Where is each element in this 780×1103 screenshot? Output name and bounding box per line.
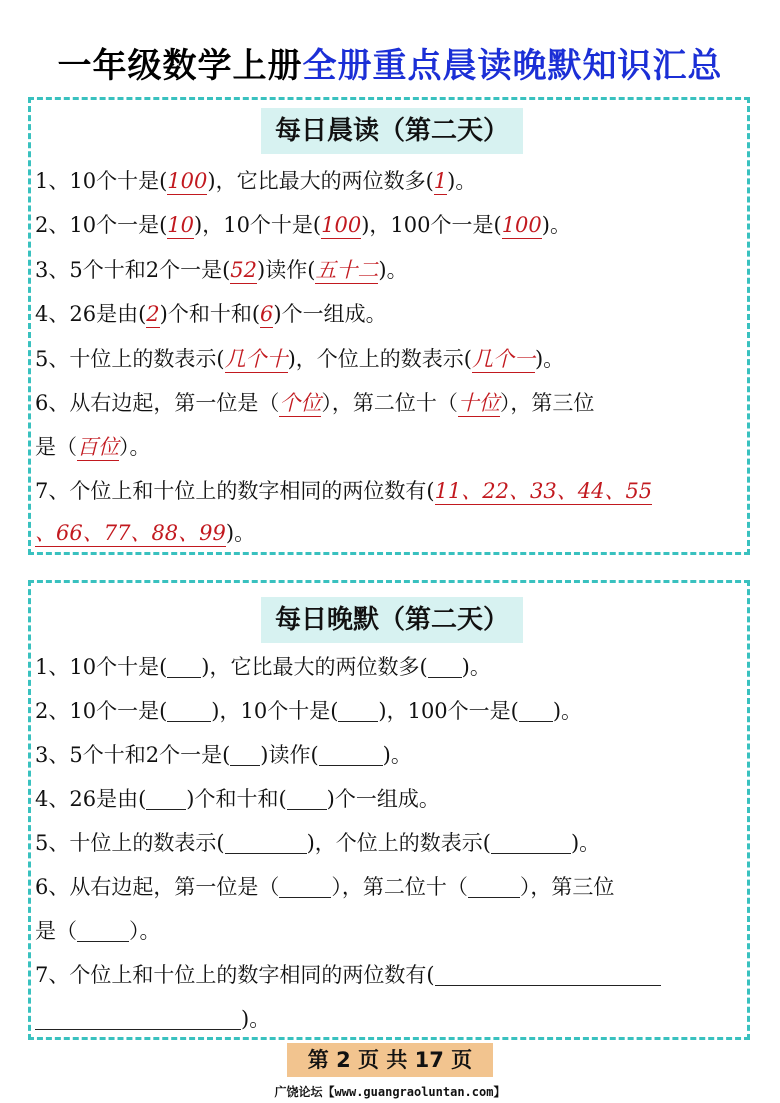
answer: 52: [230, 258, 258, 282]
answer: 十位: [457, 391, 500, 415]
evening-item-7-cont: )。: [35, 1004, 747, 1034]
morning-item-6-cont: 是（百位）。: [35, 435, 151, 459]
title-part-1: 一年级数学上册: [57, 46, 303, 86]
answer: 个位: [279, 391, 322, 415]
answer-blank[interactable]: [77, 919, 129, 942]
answer-blank[interactable]: [287, 787, 327, 810]
morning-item-7-cont: 、66、77、88、99)。: [35, 521, 256, 545]
answer: 2: [146, 302, 160, 326]
answer-blank[interactable]: [338, 699, 378, 722]
answer: 几个十: [224, 347, 288, 371]
answer-blank[interactable]: [519, 699, 553, 722]
evening-item-5: 5、十位上的数表示( )，个位上的数表示( )。: [35, 831, 601, 855]
answer-blank[interactable]: [225, 831, 307, 854]
answer: 6: [260, 302, 274, 326]
morning-item-2: 2、10个一是(10)，10个十是(100)，100个一是(100)。: [35, 213, 571, 237]
document-title: [0, 38, 780, 87]
title-part-2: 全册重点晨读晚默知识汇总: [302, 46, 723, 86]
evening-item-6-cont: 是（ ）。: [35, 919, 161, 943]
answer-blank[interactable]: [279, 875, 331, 898]
answer-blank[interactable]: [435, 963, 661, 986]
evening-item-6: 6、从右边起，第一位是（ ），第二位十（ ），第三位: [35, 875, 615, 899]
answer: 100: [501, 213, 542, 237]
morning-item-4: 4、26是由(2)个和十和(6)个一组成。: [35, 302, 387, 326]
answer-blank[interactable]: [491, 831, 571, 854]
answer-blank[interactable]: [319, 743, 383, 766]
answer-blank[interactable]: [146, 787, 186, 810]
evening-item-7: 7、个位上和十位上的数字相同的两位数有(: [35, 960, 747, 990]
answer-blank[interactable]: [167, 699, 211, 722]
evening-item-1: 1、10个十是( )，它比最大的两位数多( )。: [35, 655, 491, 679]
answer-blank[interactable]: [468, 875, 520, 898]
answer-blank[interactable]: [35, 1007, 241, 1030]
evening-item-4: 4、26是由( )个和十和( )个一组成。: [35, 787, 440, 811]
answer: 几个一: [471, 347, 535, 371]
morning-item-3: 3、5个十和2个一是(52)读作(五十二)。: [35, 258, 408, 282]
answer: 、66、77、88、99: [35, 521, 226, 545]
answer: 1: [433, 169, 448, 193]
answer-blank[interactable]: [167, 655, 201, 678]
morning-item-6: 6、从右边起，第一位是（个位），第二位十（十位），第三位: [35, 391, 595, 415]
morning-item-1: 1、10个十是(100)，它比最大的两位数多(1)。: [35, 169, 477, 193]
answer: 11、22、33、44、55: [434, 479, 653, 503]
morning-item-7: 7、个位上和十位上的数字相同的两位数有(11、22、33、44、55: [35, 479, 653, 503]
evening-dictation-section: [28, 580, 750, 1040]
answer: 五十二: [315, 258, 379, 282]
evening-item-3: 3、5个十和2个一是( )读作( )。: [35, 743, 412, 767]
answer: 100: [321, 213, 362, 237]
page-indicator: 第 2 页 共 17 页: [287, 1043, 493, 1077]
site-footer: 广饶论坛【www.guangraoluntan.com】: [274, 1085, 506, 1099]
morning-reading-section: [28, 97, 750, 555]
answer: 百位: [77, 435, 119, 459]
morning-item-5: 5、十位上的数表示(几个十)，个位上的数表示(几个一)。: [35, 347, 565, 371]
morning-heading: 每日晨读（第二天）: [261, 108, 523, 154]
evening-heading: 每日晚默（第二天）: [261, 597, 523, 643]
answer-blank[interactable]: [230, 743, 260, 766]
evening-item-2: 2、10个一是( )，10个十是( )，100个一是( )。: [35, 699, 583, 723]
answer: 10: [167, 213, 195, 237]
answer-blank[interactable]: [428, 655, 462, 678]
answer: 100: [167, 169, 208, 193]
